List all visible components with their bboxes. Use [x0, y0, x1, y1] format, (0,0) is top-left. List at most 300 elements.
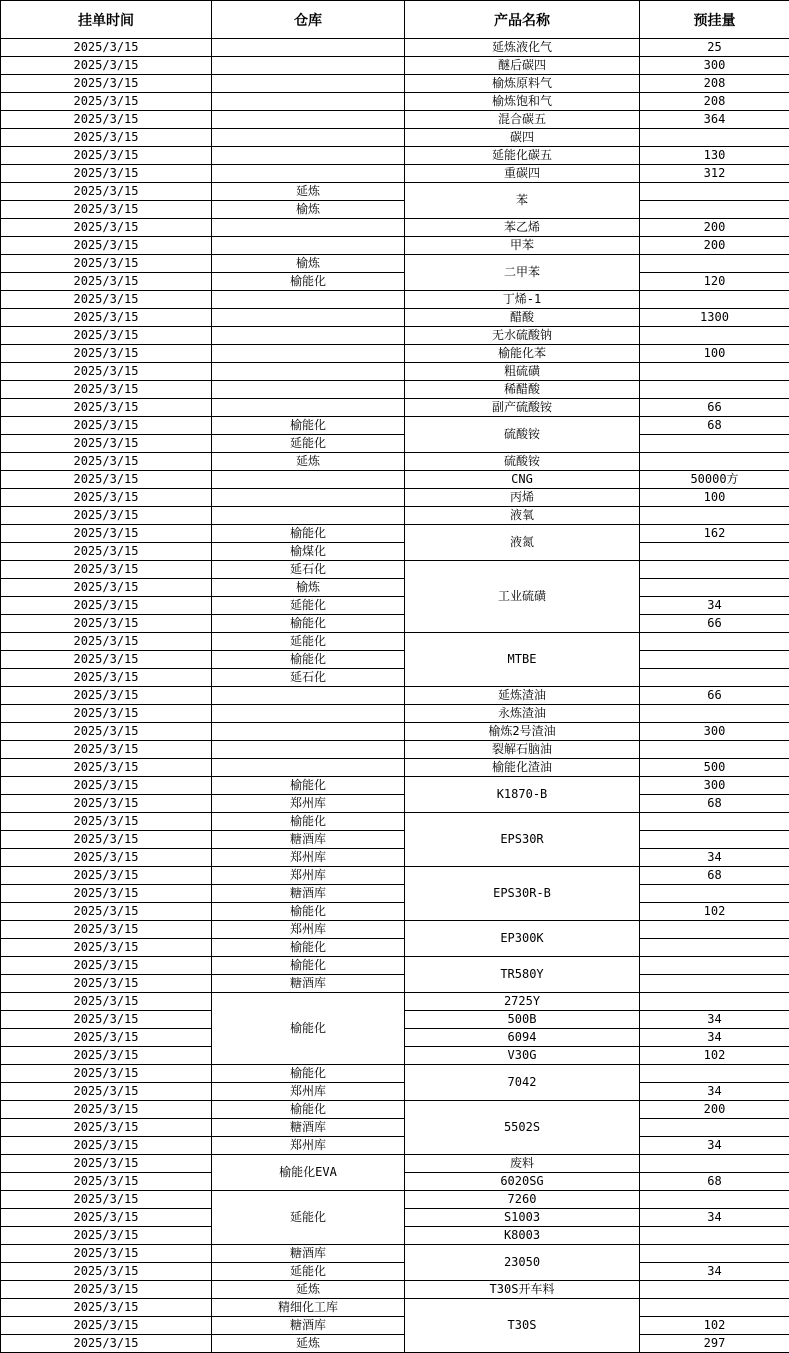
quantity-cell: 300: [640, 57, 789, 75]
product-cell: T30S: [405, 1299, 640, 1353]
product-cell: 苯乙烯: [405, 219, 640, 237]
date-cell: 2025/3/15: [1, 1029, 212, 1047]
product-cell: 液氮: [405, 525, 640, 561]
product-cell: 6094: [405, 1029, 640, 1047]
date-cell: 2025/3/15: [1, 957, 212, 975]
quantity-cell: 34: [640, 1137, 789, 1155]
table-row: [1, 975, 789, 993]
warehouse-cell: 延能化: [212, 633, 405, 651]
quantity-cell: 120: [640, 273, 789, 291]
warehouse-cell: 郑州库: [212, 1083, 405, 1101]
warehouse-cell: [212, 111, 405, 129]
date-cell: 2025/3/15: [1, 1263, 212, 1281]
quantity-cell: [640, 291, 789, 309]
table-row: [1, 561, 789, 579]
date-cell: 2025/3/15: [1, 201, 212, 219]
product-cell: TR580Y: [405, 957, 640, 993]
product-cell: 榆炼饱和气: [405, 93, 640, 111]
date-cell: 2025/3/15: [1, 273, 212, 291]
warehouse-cell: [212, 345, 405, 363]
table-row: [1, 687, 789, 705]
table-row: [1, 201, 789, 219]
date-cell: 2025/3/15: [1, 165, 212, 183]
table-row: [1, 75, 789, 93]
warehouse-cell: 榆能化: [212, 651, 405, 669]
quantity-cell: [640, 993, 789, 1011]
date-cell: 2025/3/15: [1, 921, 212, 939]
warehouse-cell: [212, 57, 405, 75]
quantity-cell: 100: [640, 489, 789, 507]
warehouse-cell: 糖酒库: [212, 1317, 405, 1335]
quantity-cell: 102: [640, 1047, 789, 1065]
table-row: [1, 633, 789, 651]
warehouse-cell: [212, 75, 405, 93]
warehouse-cell: 延能化: [212, 597, 405, 615]
date-cell: 2025/3/15: [1, 417, 212, 435]
warehouse-cell: 延能化: [212, 1191, 405, 1245]
quantity-cell: [640, 831, 789, 849]
quantity-cell: 68: [640, 1173, 789, 1191]
table-row: [1, 723, 789, 741]
warehouse-cell: 糖酒库: [212, 831, 405, 849]
product-cell: 500B: [405, 1011, 640, 1029]
product-cell: 硫酸铵: [405, 417, 640, 453]
quantity-cell: 34: [640, 1029, 789, 1047]
date-cell: 2025/3/15: [1, 597, 212, 615]
table-row: [1, 399, 789, 417]
date-cell: 2025/3/15: [1, 669, 212, 687]
warehouse-cell: 榆炼: [212, 579, 405, 597]
table-row: [1, 1101, 789, 1119]
warehouse-cell: 榆能化: [212, 813, 405, 831]
product-cell: 硫酸铵: [405, 453, 640, 471]
table-row: [1, 813, 789, 831]
date-cell: 2025/3/15: [1, 237, 212, 255]
date-cell: 2025/3/15: [1, 705, 212, 723]
quantity-cell: 300: [640, 723, 789, 741]
quantity-cell: [640, 255, 789, 273]
quantity-cell: [640, 1119, 789, 1137]
date-cell: 2025/3/15: [1, 903, 212, 921]
product-cell: 醚后碳四: [405, 57, 640, 75]
date-cell: 2025/3/15: [1, 633, 212, 651]
warehouse-cell: [212, 471, 405, 489]
table-row: [1, 309, 789, 327]
product-cell: K1870-B: [405, 777, 640, 813]
product-cell: 5502S: [405, 1101, 640, 1155]
warehouse-cell: [212, 687, 405, 705]
table-row: [1, 1191, 789, 1209]
quantity-cell: [640, 813, 789, 831]
date-cell: 2025/3/15: [1, 147, 212, 165]
table-row: [1, 651, 789, 669]
date-cell: 2025/3/15: [1, 129, 212, 147]
table-row: [1, 1119, 789, 1137]
date-cell: 2025/3/15: [1, 363, 212, 381]
product-cell: 7260: [405, 1191, 640, 1209]
warehouse-cell: 榆能化: [212, 417, 405, 435]
product-cell: 2725Y: [405, 993, 640, 1011]
date-cell: 2025/3/15: [1, 615, 212, 633]
table-row: [1, 993, 789, 1011]
warehouse-cell: 郑州库: [212, 867, 405, 885]
product-cell: 醋酸: [405, 309, 640, 327]
date-cell: 2025/3/15: [1, 993, 212, 1011]
product-cell: CNG: [405, 471, 640, 489]
table-body: [1, 39, 789, 1353]
table-row: [1, 1263, 789, 1281]
quantity-cell: 364: [640, 111, 789, 129]
warehouse-cell: [212, 309, 405, 327]
warehouse-cell: 糖酒库: [212, 885, 405, 903]
quantity-cell: [640, 201, 789, 219]
table-row: [1, 435, 789, 453]
date-cell: 2025/3/15: [1, 39, 212, 57]
warehouse-cell: 榆煤化: [212, 543, 405, 561]
quantity-cell: [640, 561, 789, 579]
warehouse-cell: [212, 489, 405, 507]
quantity-cell: 162: [640, 525, 789, 543]
quantity-cell: [640, 975, 789, 993]
quantity-cell: 200: [640, 1101, 789, 1119]
table-row: [1, 597, 789, 615]
table-row: [1, 1083, 789, 1101]
table-row: [1, 273, 789, 291]
quantity-cell: [640, 381, 789, 399]
date-cell: 2025/3/15: [1, 1335, 212, 1353]
table-row: [1, 885, 789, 903]
quantity-cell: 297: [640, 1335, 789, 1353]
quantity-cell: 34: [640, 1011, 789, 1029]
quantity-cell: 66: [640, 687, 789, 705]
product-cell: 甲苯: [405, 237, 640, 255]
date-cell: 2025/3/15: [1, 1245, 212, 1263]
warehouse-cell: [212, 507, 405, 525]
date-cell: 2025/3/15: [1, 1299, 212, 1317]
header-date: 挂单时间: [1, 1, 212, 39]
date-cell: 2025/3/15: [1, 75, 212, 93]
product-cell: 丙烯: [405, 489, 640, 507]
product-cell: 废料: [405, 1155, 640, 1173]
warehouse-cell: 榆炼: [212, 255, 405, 273]
warehouse-cell: 榆能化: [212, 777, 405, 795]
warehouse-cell: [212, 147, 405, 165]
warehouse-cell: [212, 219, 405, 237]
date-cell: 2025/3/15: [1, 453, 212, 471]
date-cell: 2025/3/15: [1, 219, 212, 237]
quantity-cell: 200: [640, 219, 789, 237]
date-cell: 2025/3/15: [1, 507, 212, 525]
date-cell: 2025/3/15: [1, 183, 212, 201]
warehouse-cell: 榆能化: [212, 615, 405, 633]
table-row: [1, 453, 789, 471]
table-row: [1, 93, 789, 111]
quantity-cell: 208: [640, 93, 789, 111]
product-cell: 永炼渣油: [405, 705, 640, 723]
warehouse-cell: 精细化工库: [212, 1299, 405, 1317]
date-cell: 2025/3/15: [1, 687, 212, 705]
date-cell: 2025/3/15: [1, 795, 212, 813]
quantity-cell: [640, 327, 789, 345]
warehouse-cell: [212, 723, 405, 741]
table-row: [1, 939, 789, 957]
quantity-cell: [640, 939, 789, 957]
date-cell: 2025/3/15: [1, 291, 212, 309]
date-cell: 2025/3/15: [1, 327, 212, 345]
table-row: [1, 669, 789, 687]
table-row: [1, 363, 789, 381]
quantity-cell: 200: [640, 237, 789, 255]
product-cell: S1003: [405, 1209, 640, 1227]
date-cell: 2025/3/15: [1, 1227, 212, 1245]
warehouse-cell: 延能化: [212, 1263, 405, 1281]
warehouse-cell: 延炼: [212, 183, 405, 201]
table-row: [1, 921, 789, 939]
table-row: [1, 1155, 789, 1173]
warehouse-cell: 榆能化EVA: [212, 1155, 405, 1191]
quantity-cell: [640, 129, 789, 147]
quantity-cell: 66: [640, 399, 789, 417]
product-cell: 粗硫磺: [405, 363, 640, 381]
warehouse-cell: [212, 291, 405, 309]
table-row: [1, 165, 789, 183]
warehouse-cell: 延石化: [212, 561, 405, 579]
product-cell: 6020SG: [405, 1173, 640, 1191]
date-cell: 2025/3/15: [1, 111, 212, 129]
header-quantity: 预挂量: [640, 1, 789, 39]
table-row: [1, 57, 789, 75]
product-cell: 重碳四: [405, 165, 640, 183]
table-row: [1, 255, 789, 273]
date-cell: 2025/3/15: [1, 1317, 212, 1335]
quantity-cell: 102: [640, 903, 789, 921]
date-cell: 2025/3/15: [1, 885, 212, 903]
table-row: [1, 1335, 789, 1353]
quantity-cell: 34: [640, 1209, 789, 1227]
product-cell: 延能化碳五: [405, 147, 640, 165]
date-cell: 2025/3/15: [1, 867, 212, 885]
quantity-cell: 68: [640, 795, 789, 813]
quantity-cell: 208: [640, 75, 789, 93]
product-cell: 裂解石脑油: [405, 741, 640, 759]
table-row: [1, 147, 789, 165]
date-cell: 2025/3/15: [1, 1191, 212, 1209]
header-row: [1, 1, 789, 39]
date-cell: 2025/3/15: [1, 1173, 212, 1191]
table-row: [1, 183, 789, 201]
table-row: [1, 1137, 789, 1155]
date-cell: 2025/3/15: [1, 57, 212, 75]
quantity-cell: [640, 921, 789, 939]
product-cell: 工业硫磺: [405, 561, 640, 633]
table-row: [1, 417, 789, 435]
date-cell: 2025/3/15: [1, 831, 212, 849]
product-cell: MTBE: [405, 633, 640, 687]
product-cell: 副产硫酸铵: [405, 399, 640, 417]
date-cell: 2025/3/15: [1, 777, 212, 795]
product-cell: 苯: [405, 183, 640, 219]
date-cell: 2025/3/15: [1, 741, 212, 759]
header-warehouse: 仓库: [212, 1, 405, 39]
warehouse-cell: 榆能化: [212, 903, 405, 921]
table-row: [1, 759, 789, 777]
quantity-cell: 66: [640, 615, 789, 633]
date-cell: 2025/3/15: [1, 1011, 212, 1029]
warehouse-cell: 榆能化: [212, 957, 405, 975]
warehouse-cell: 榆能化: [212, 1101, 405, 1119]
quantity-cell: [640, 1155, 789, 1173]
date-cell: 2025/3/15: [1, 345, 212, 363]
quantity-cell: [640, 669, 789, 687]
quantity-cell: [640, 1065, 789, 1083]
quantity-cell: [640, 435, 789, 453]
warehouse-cell: 郑州库: [212, 1137, 405, 1155]
table-row: [1, 1299, 789, 1317]
warehouse-cell: 榆能化: [212, 525, 405, 543]
quantity-cell: 312: [640, 165, 789, 183]
date-cell: 2025/3/15: [1, 561, 212, 579]
quantity-cell: 34: [640, 1083, 789, 1101]
product-cell: 7042: [405, 1065, 640, 1101]
quantity-cell: 500: [640, 759, 789, 777]
date-cell: 2025/3/15: [1, 435, 212, 453]
product-cell: 混合碳五: [405, 111, 640, 129]
quantity-cell: 68: [640, 867, 789, 885]
table-row: [1, 849, 789, 867]
quantity-cell: 34: [640, 597, 789, 615]
table-row: [1, 327, 789, 345]
table-row: [1, 381, 789, 399]
table-row: [1, 777, 789, 795]
product-cell: 无水硫酸钠: [405, 327, 640, 345]
header-product: 产品名称: [405, 1, 640, 39]
date-cell: 2025/3/15: [1, 471, 212, 489]
quantity-cell: [640, 1281, 789, 1299]
warehouse-cell: [212, 93, 405, 111]
warehouse-cell: 延炼: [212, 1281, 405, 1299]
quantity-cell: [640, 1299, 789, 1317]
date-cell: 2025/3/15: [1, 1065, 212, 1083]
warehouse-cell: [212, 327, 405, 345]
warehouse-cell: [212, 399, 405, 417]
table-row: [1, 1317, 789, 1335]
date-cell: 2025/3/15: [1, 849, 212, 867]
product-cell: 丁烯-1: [405, 291, 640, 309]
table-row: [1, 795, 789, 813]
quantity-cell: 68: [640, 417, 789, 435]
quantity-cell: [640, 507, 789, 525]
product-cell: V30G: [405, 1047, 640, 1065]
warehouse-cell: 榆能化: [212, 939, 405, 957]
warehouse-cell: [212, 129, 405, 147]
warehouse-cell: [212, 759, 405, 777]
warehouse-cell: [212, 363, 405, 381]
quantity-cell: 34: [640, 849, 789, 867]
quantity-cell: [640, 1191, 789, 1209]
quantity-cell: [640, 651, 789, 669]
date-cell: 2025/3/15: [1, 579, 212, 597]
product-cell: 榆炼原料气: [405, 75, 640, 93]
date-cell: 2025/3/15: [1, 1155, 212, 1173]
table-row: [1, 219, 789, 237]
table-row: [1, 957, 789, 975]
table-row: [1, 129, 789, 147]
quantity-cell: [640, 633, 789, 651]
quantity-cell: 102: [640, 1317, 789, 1335]
date-cell: 2025/3/15: [1, 1047, 212, 1065]
table-row: [1, 831, 789, 849]
table-row: [1, 471, 789, 489]
product-cell: 液氧: [405, 507, 640, 525]
quantity-cell: [640, 741, 789, 759]
warehouse-cell: 榆炼: [212, 201, 405, 219]
quantity-cell: 25: [640, 39, 789, 57]
quantity-cell: 50000方: [640, 471, 789, 489]
quantity-cell: [640, 579, 789, 597]
date-cell: 2025/3/15: [1, 1281, 212, 1299]
date-cell: 2025/3/15: [1, 525, 212, 543]
date-cell: 2025/3/15: [1, 1119, 212, 1137]
quantity-cell: [640, 885, 789, 903]
warehouse-cell: 延炼: [212, 453, 405, 471]
warehouse-cell: 糖酒库: [212, 1119, 405, 1137]
product-cell: 延炼液化气: [405, 39, 640, 57]
table-row: [1, 1065, 789, 1083]
warehouse-cell: 郑州库: [212, 849, 405, 867]
date-cell: 2025/3/15: [1, 651, 212, 669]
date-cell: 2025/3/15: [1, 93, 212, 111]
quantity-cell: 130: [640, 147, 789, 165]
quantity-cell: 100: [640, 345, 789, 363]
warehouse-cell: 榆能化: [212, 993, 405, 1065]
date-cell: 2025/3/15: [1, 1209, 212, 1227]
date-cell: 2025/3/15: [1, 939, 212, 957]
product-cell: EP300K: [405, 921, 640, 957]
product-cell: 榆炼2号渣油: [405, 723, 640, 741]
warehouse-cell: 郑州库: [212, 795, 405, 813]
product-cell: 延炼渣油: [405, 687, 640, 705]
product-cell: 二甲苯: [405, 255, 640, 291]
date-cell: 2025/3/15: [1, 381, 212, 399]
date-cell: 2025/3/15: [1, 1083, 212, 1101]
table-row: [1, 345, 789, 363]
quantity-cell: [640, 183, 789, 201]
date-cell: 2025/3/15: [1, 399, 212, 417]
warehouse-cell: 糖酒库: [212, 1245, 405, 1263]
product-cell: EPS30R-B: [405, 867, 640, 921]
quantity-cell: [640, 363, 789, 381]
quantity-cell: 34: [640, 1263, 789, 1281]
warehouse-cell: 郑州库: [212, 921, 405, 939]
date-cell: 2025/3/15: [1, 975, 212, 993]
quantity-cell: [640, 453, 789, 471]
date-cell: 2025/3/15: [1, 1101, 212, 1119]
warehouse-cell: [212, 705, 405, 723]
warehouse-cell: 榆能化: [212, 273, 405, 291]
date-cell: 2025/3/15: [1, 759, 212, 777]
warehouse-cell: [212, 165, 405, 183]
product-cell: T30S开车料: [405, 1281, 640, 1299]
quantity-cell: [640, 705, 789, 723]
table-row: [1, 237, 789, 255]
product-cell: 23050: [405, 1245, 640, 1281]
warehouse-cell: [212, 381, 405, 399]
table-row: [1, 39, 789, 57]
date-cell: 2025/3/15: [1, 723, 212, 741]
table-row: [1, 1281, 789, 1299]
table-row: [1, 1245, 789, 1263]
date-cell: 2025/3/15: [1, 309, 212, 327]
